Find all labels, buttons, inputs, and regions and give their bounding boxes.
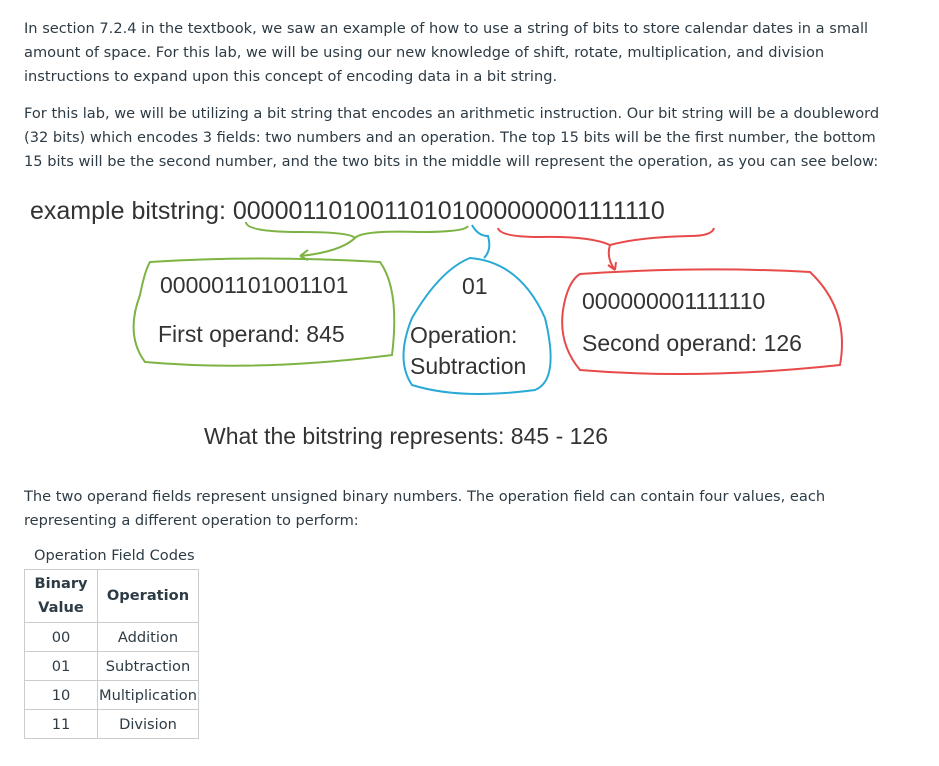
- header-binary-value: Binary Value: [25, 570, 98, 623]
- table-header-row: [25, 570, 199, 623]
- operation-cell: Multiplication: [98, 681, 199, 710]
- second-operand-label: Second operand: 126: [582, 330, 802, 356]
- table-row: [25, 652, 199, 681]
- binary-value-cell: 11: [25, 710, 98, 739]
- binary-value-cell: 01: [25, 652, 98, 681]
- second-operand-brace: [498, 228, 714, 245]
- operation-codes-table: [24, 569, 199, 739]
- second-operand-bubble: [562, 269, 842, 374]
- first-operand-bits: 000001101001101: [160, 272, 349, 298]
- operation-label-line2: Subtraction: [410, 353, 527, 379]
- operation-cell: Division: [98, 710, 199, 739]
- table-row: [25, 623, 199, 652]
- bitstring-label: example bitstring: 00000110100110101000000001111110: [30, 197, 665, 225]
- first-operand-arrow: [300, 238, 355, 260]
- first-operand-label: First operand: 845: [158, 321, 345, 347]
- operation-label-line1: Operation:: [410, 322, 518, 348]
- operation-cell: Addition: [98, 623, 199, 652]
- represents-label: What the bitstring represents: 845 - 126: [204, 423, 608, 449]
- second-operand-arrow: [608, 245, 616, 270]
- intro-paragraph-1: In section 7.2.4 in the textbook, we saw an example of how to use a string of bits to store calendar dates in a small amount of space. For this lab, we will be using our new knowledge of shift, rotate, multiplication, and division instructions to expand upon this concept of encoding data in a bit string.: [24, 20, 869, 85]
- description-paragraph: The two operand fields represent unsigned binary numbers. The operation field can contain four values, each representing a different operation to perform:: [24, 488, 826, 529]
- bitstring-diagram: [0, 190, 939, 460]
- header-operation: Operation: [98, 570, 199, 623]
- binary-value-cell: 00: [25, 623, 98, 652]
- operation-bits: 01: [462, 273, 488, 299]
- operation-connector: [472, 225, 489, 258]
- operation-cell: Subtraction: [98, 652, 199, 681]
- table-row: [25, 681, 199, 710]
- intro-paragraph-2: For this lab, we will be utilizing a bit string that encodes an arithmetic instruction. Our bit string will be a doubleword (32 bits) which encodes 3 fields: two numbers and an operation. The top 15 bits will be the first number, the bottom 15 bits will be the second number, and the two bits in the middle will represent the operation, as you can see below:: [24, 105, 880, 170]
- table-caption: Operation Field Codes: [34, 547, 195, 564]
- table-row: [25, 710, 199, 739]
- binary-value-cell: 10: [25, 681, 98, 710]
- second-operand-bits: 000000001111110: [582, 288, 766, 314]
